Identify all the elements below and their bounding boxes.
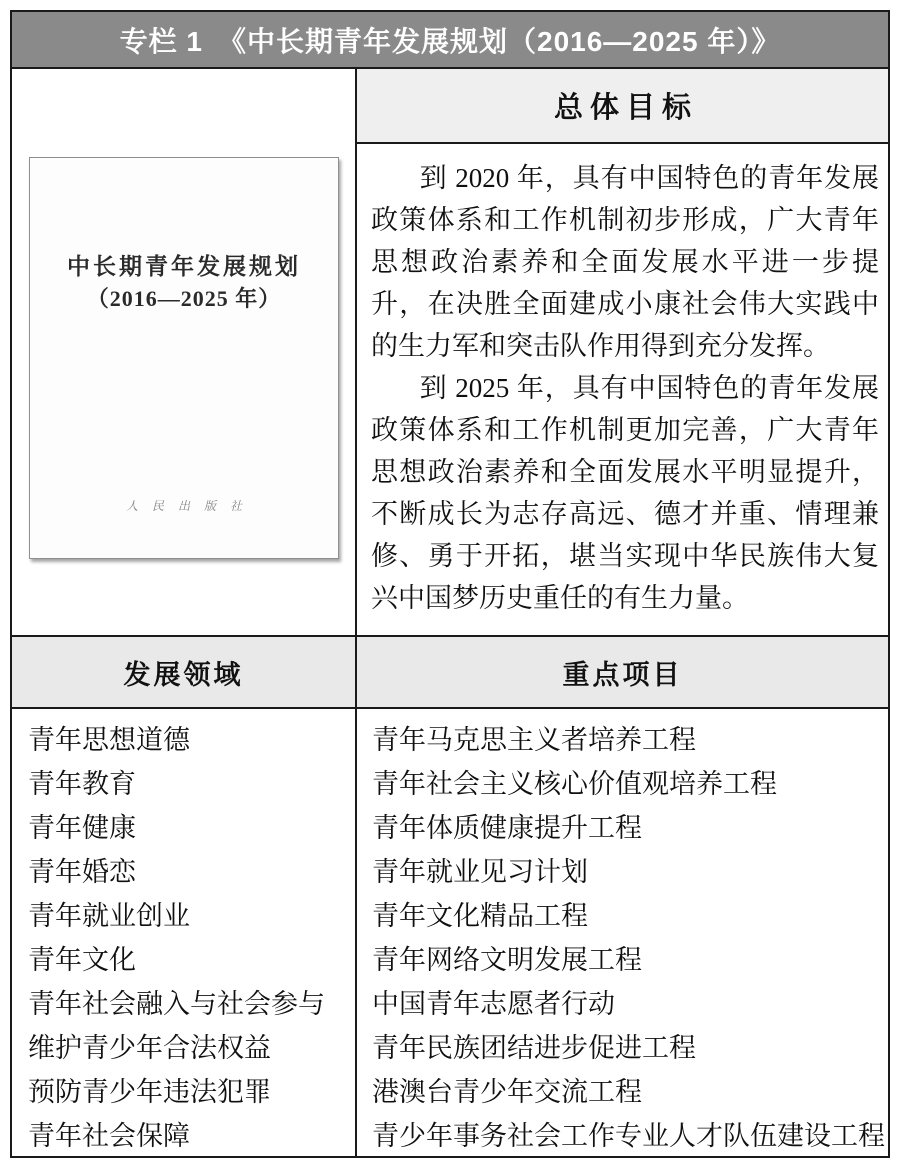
overall-goal-header-text: 总体目标 [553, 92, 698, 124]
list-item: 青年文化精品工程 [372, 901, 588, 931]
book-cover-image [29, 157, 339, 559]
list-row [12, 709, 888, 1156]
list-item: 青年体质健康提升工程 [372, 813, 642, 843]
list-item: 青年婚恋 [28, 857, 136, 887]
key-projects-header: 重点项目 [562, 659, 683, 690]
key-projects-cell [357, 709, 888, 1156]
development-areas-cell [12, 709, 357, 1156]
list-item: 青年网络文明发展工程 [372, 945, 642, 975]
development-areas-header: 发展领域 [123, 659, 244, 690]
list-item: 维护青少年合法权益 [28, 1033, 271, 1063]
panel-title-bar [12, 12, 888, 69]
goal-paragraph-2020: 到 2020 年，具有中国特色的青年发展政策体系和工作机制初步形成，广大青年思想政治素养和全面发展水平进一步提升，在决胜全面建成小康社会伟大实践中的生力军和突击队作用得到充分发挥。 [371, 163, 879, 361]
key-projects-header-cell [357, 637, 888, 707]
development-areas-header-cell [12, 637, 357, 707]
list-item: 青年健康 [28, 813, 136, 843]
goal-paragraph-2025: 到 2025 年，具有中国特色的青年发展政策体系和工作机制更加完善，广大青年思想政治素养和全面发展水平明显提升，不断成长为志存高远、德才并重、情理兼修、勇于开拓，堪当实现中华民族伟大复兴中国梦历史重任的有生力量。 [371, 373, 879, 613]
list-item: 中国青年志愿者行动 [372, 989, 615, 1019]
list-item: 青年思想道德 [28, 725, 190, 755]
list-item: 青年社会保障 [28, 1121, 190, 1151]
list-item: 青少年事务社会工作专业人才队伍建设工程 [372, 1121, 885, 1151]
book-publisher-imprint: 人民出版社 [125, 499, 256, 513]
overall-goal-body [357, 144, 888, 635]
list-item: 青年马克思主义者培养工程 [372, 725, 696, 755]
book-subtitle: （2016—2025 年） [86, 286, 282, 311]
overall-goal-cell [357, 69, 888, 635]
list-item: 青年社会主义核心价值观培养工程 [372, 769, 777, 799]
development-areas-list [12, 709, 355, 1158]
list-item: 青年社会融入与社会参与 [28, 989, 325, 1019]
list-item: 青年文化 [28, 945, 136, 975]
list-item: 青年就业创业 [28, 901, 190, 931]
key-projects-list [357, 709, 888, 1158]
list-item: 青年民族团结进步促进工程 [372, 1033, 696, 1063]
top-row [12, 69, 888, 635]
overall-goal-header [357, 69, 888, 144]
panel-frame [10, 10, 890, 1158]
book-cover-cell [12, 69, 357, 635]
list-item: 预防青少年违法犯罪 [28, 1077, 271, 1107]
list-item: 青年就业见习计划 [372, 857, 588, 887]
panel-title: 专栏 1 《中长期青年发展规划（2016—2025 年）》 [119, 25, 781, 57]
column-header-row [12, 635, 888, 709]
list-item: 港澳台青少年交流工程 [372, 1077, 642, 1107]
book-title: 中长期青年发展规划 [67, 254, 301, 279]
list-item: 青年教育 [28, 769, 136, 799]
